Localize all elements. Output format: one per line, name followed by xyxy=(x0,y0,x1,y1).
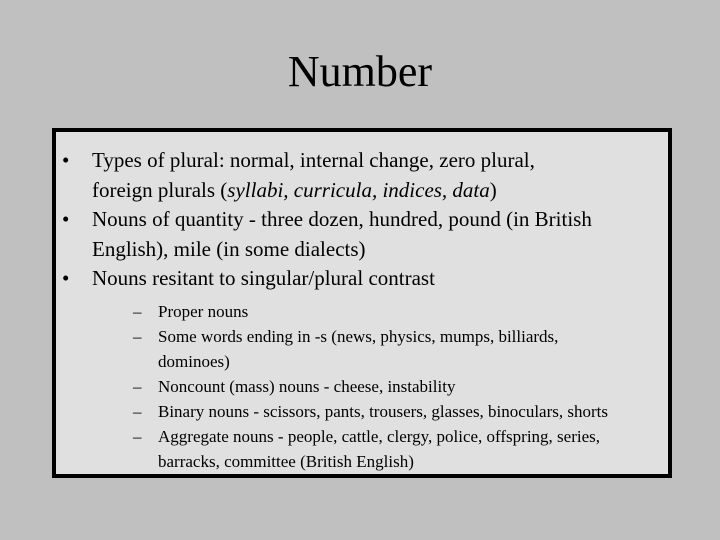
bullet-icon: • xyxy=(62,207,70,231)
slide-title: Number xyxy=(287,47,433,96)
sub-line: Noncount (mass) nouns - cheese, instability xyxy=(158,376,456,396)
sub-line: barracks, committee (British English) xyxy=(158,451,414,471)
content-box xyxy=(52,128,672,478)
sub-item-words-ending-s xyxy=(92,324,668,374)
bullet-line: Types of plural: normal, internal change, zero plural, xyxy=(92,148,535,172)
sub-item-aggregate xyxy=(92,424,668,474)
sub-bullet-list xyxy=(92,299,668,474)
sub-line: Binary nouns - scissors, pants, trousers, glasses, binoculars, shorts xyxy=(158,401,608,421)
bullet-icon: • xyxy=(62,148,70,172)
dash-icon: – xyxy=(133,326,142,346)
dash-icon: – xyxy=(133,401,142,421)
bullet-line-italic: syllabi, curricula, indices, data xyxy=(227,177,490,202)
sub-item-binary xyxy=(92,399,668,424)
sub-line: dominoes) xyxy=(158,351,230,371)
bullet-item-contrast xyxy=(56,264,668,474)
sub-line: Proper nouns xyxy=(158,301,249,321)
bullet-line: Nouns of quantity - three dozen, hundred, pound (in British xyxy=(92,207,592,231)
dash-icon: – xyxy=(133,426,142,446)
bullet-line: English), mile (in some dialects) xyxy=(92,236,366,261)
bullet-item-quantity xyxy=(56,205,668,264)
sub-item-proper-nouns xyxy=(92,299,668,324)
dash-icon: – xyxy=(133,301,142,321)
sub-item-noncount xyxy=(92,374,668,399)
bullet-line-prefix: foreign plurals ( xyxy=(92,177,228,202)
bullet-line: Nouns resitant to singular/plural contrast xyxy=(92,266,435,290)
bullet-line-suffix: ) xyxy=(489,177,497,202)
bullet-list xyxy=(56,146,668,474)
bullet-item-plural-types xyxy=(56,146,668,205)
bullet-icon: • xyxy=(62,266,70,290)
bullet-line xyxy=(92,176,668,206)
sub-line: Aggregate nouns - people, cattle, clergy, police, offspring, series, xyxy=(158,426,601,446)
sub-line: Some words ending in -s (news, physics, mumps, billiards, xyxy=(158,326,559,346)
dash-icon: – xyxy=(133,376,142,396)
